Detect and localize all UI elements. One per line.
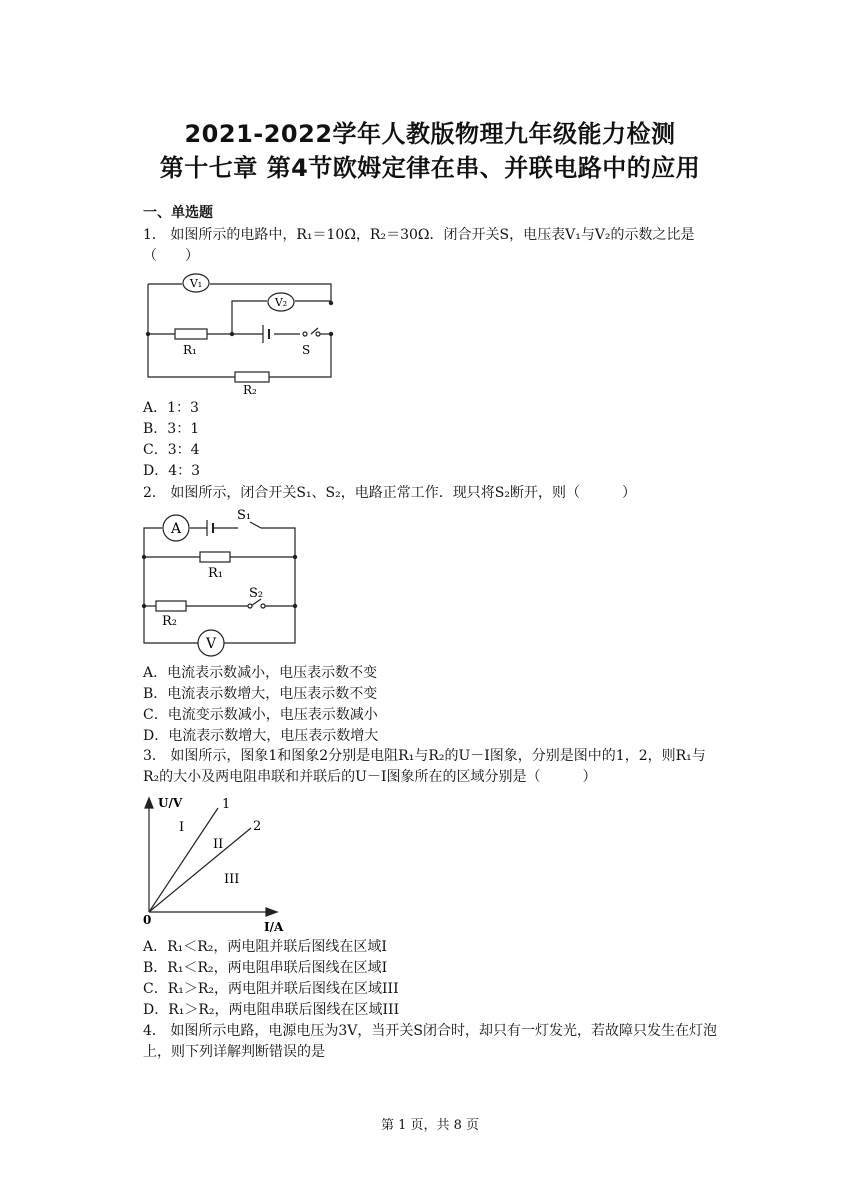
q3-option-d: D．R₁＞R₂，两电阻串联后图线在区域III: [143, 1002, 400, 1018]
r1-label: R₁: [183, 343, 197, 357]
r2-label: R₂: [243, 383, 257, 397]
question-4-stem: 4． 如图所示电路，电源电压为3V，当开关S闭合时，却只有一灯发光，若故障只发生在灯泡上，则下列详解判断错误的是: [143, 1023, 717, 1060]
q3-option-b: B．R₁＜R₂，两电阻串联后图线在区域I: [143, 960, 388, 976]
title-line-2: 第十七章 第4节欧姆定律在串、并联电路中的应用: [159, 154, 701, 182]
s-label: S: [302, 343, 311, 357]
q2-option-a: A．电流表示数减小，电压表示数不变: [143, 665, 378, 681]
q3-option-c: C．R₁＞R₂，两电阻并联后图线在区域III: [143, 981, 399, 997]
question-2-circuit-diagram: [138, 503, 303, 658]
q2-option-d: D．电流表示数增大，电压表示数增大: [143, 728, 379, 744]
q1-option-a: A．1：3: [143, 400, 199, 416]
q1-option-d: D．4：3: [143, 463, 201, 479]
voltmeter-label: V: [205, 636, 217, 652]
r1-label: R₁: [208, 566, 223, 581]
question-2-stem: 2． 如图所示，闭合开关S₁、S₂，电路正常工作．现只将S₂断开，则（ ）: [143, 485, 636, 501]
ammeter-label: A: [170, 521, 182, 537]
v1-label: V₁: [189, 277, 203, 290]
region-3-label: III: [224, 872, 240, 887]
q3-option-a: A．R₁＜R₂，两电阻并联后图线在区域I: [143, 939, 387, 955]
question-1-stem: 1． 如图所示的电路中，R₁＝10Ω，R₂＝30Ω．闭合开关S，电压表V₁与V₂的示数之比是（ ）: [143, 227, 695, 264]
x-axis-label: I/A: [264, 920, 284, 934]
section-heading: 一、单选题: [143, 205, 213, 221]
q2-option-b: B．电流表示数增大，电压表示数不变: [143, 686, 378, 702]
origin-label: 0: [143, 913, 152, 927]
question-3-stem: 3． 如图所示，图象1和图象2分别是电阻R₁与R₂的U－I图象，分别是图中的1，2，则R₁与R₂的大小及两电阻串联和并联后的U－I图象所在的区域分别是（ ）: [143, 748, 706, 785]
title-line-1: 2021-2022学年人教版物理九年级能力检测: [184, 120, 676, 148]
region-2-label: II: [213, 837, 224, 852]
s2-label: S₂: [249, 586, 264, 601]
s1-label: S₁: [237, 508, 252, 523]
r2-label: R₂: [162, 614, 177, 629]
question-3-ui-graph: [140, 790, 300, 935]
question-1-circuit-diagram: [140, 270, 340, 400]
page-footer: 第 1 页，共 8 页: [380, 1118, 480, 1133]
q2-option-c: C．电流变示数减小，电压表示数减小: [143, 707, 378, 723]
q1-option-c: C．3：4: [143, 442, 200, 458]
region-1-label: I: [179, 820, 185, 835]
line-1-label: 1: [222, 797, 231, 812]
q1-option-b: B．3：1: [143, 421, 200, 437]
line-2-label: 2: [253, 819, 262, 834]
v2-label: V₂: [274, 296, 288, 309]
y-axis-label: U/V: [158, 796, 183, 810]
